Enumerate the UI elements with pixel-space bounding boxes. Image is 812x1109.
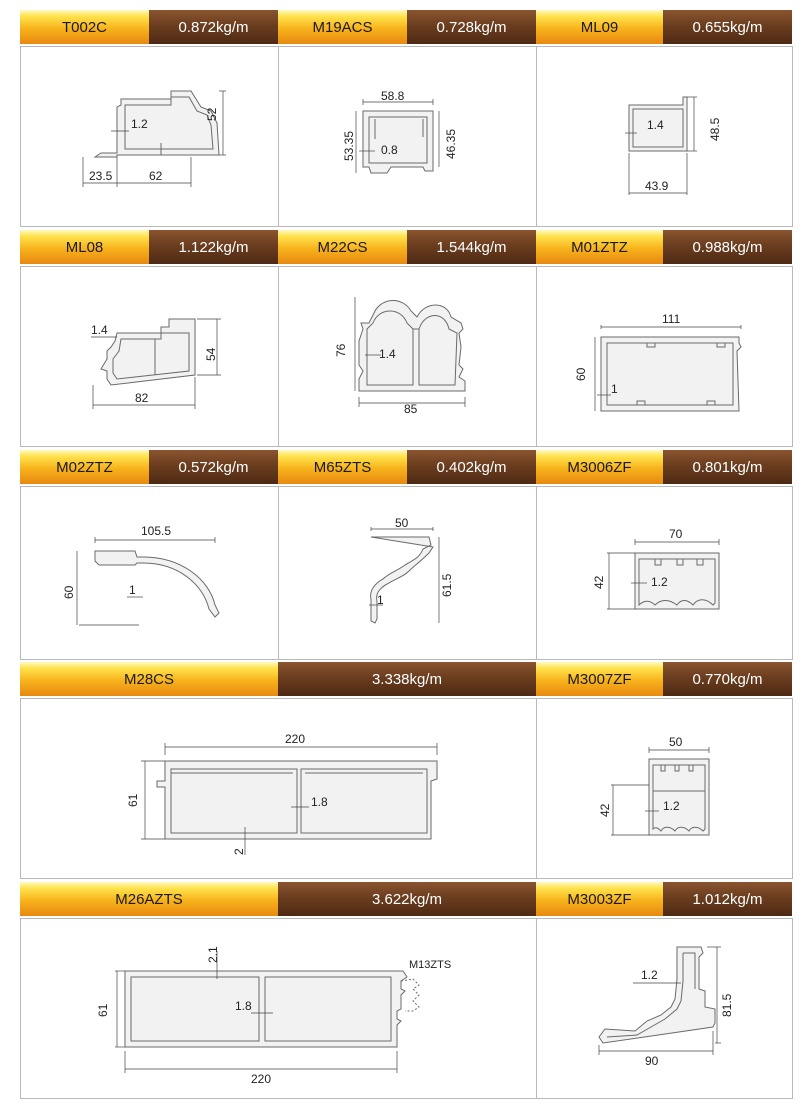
dim-label: 105.5 bbox=[141, 524, 172, 538]
profile-header-m19acs bbox=[278, 10, 536, 44]
profile-code: M02ZTZ bbox=[20, 450, 149, 484]
profile-cell-m3007zf bbox=[536, 698, 793, 879]
profile-code: M3007ZF bbox=[536, 662, 663, 696]
profile-weight: 3.622kg/m bbox=[278, 882, 536, 916]
profile-header-t002c bbox=[20, 10, 278, 44]
profile-weight: 0.872kg/m bbox=[149, 10, 278, 44]
profile-cell-m01ztz bbox=[536, 266, 793, 447]
profile-header-ml09 bbox=[536, 10, 792, 44]
profile-cell-ml09 bbox=[536, 46, 793, 227]
dimension-labels bbox=[21, 699, 538, 880]
dim-label: 220 bbox=[251, 1072, 272, 1086]
dim-label: 48.5 bbox=[708, 117, 722, 141]
profile-code: M26AZTS bbox=[20, 882, 278, 916]
profile-weight: 0.655kg/m bbox=[663, 10, 792, 44]
dim-label: 1.8 bbox=[311, 795, 328, 809]
dimension-labels bbox=[279, 47, 538, 228]
dimension-labels bbox=[537, 267, 794, 448]
dim-label: 1.2 bbox=[663, 799, 680, 813]
profile-code: T002C bbox=[20, 10, 149, 44]
dim-label: 50 bbox=[395, 516, 409, 530]
profile-code: M3006ZF bbox=[536, 450, 663, 484]
dim-label: 76 bbox=[334, 343, 348, 357]
dim-label: 1.2 bbox=[651, 575, 668, 589]
profile-header-m22cs bbox=[278, 230, 536, 264]
dimension-labels bbox=[279, 267, 538, 448]
profile-header-m3006zf bbox=[536, 450, 792, 484]
profile-weight: 0.402kg/m bbox=[407, 450, 536, 484]
dim-label: 46.35 bbox=[444, 128, 458, 159]
dim-label: 2.1 bbox=[206, 946, 220, 963]
profile-header-m28cs bbox=[20, 662, 536, 696]
dim-label: 60 bbox=[574, 367, 588, 381]
dimension-labels bbox=[537, 487, 794, 661]
dim-label: 61.5 bbox=[440, 573, 454, 597]
dim-label: 70 bbox=[669, 527, 683, 541]
profile-header-m3003zf bbox=[536, 882, 792, 916]
dim-label: 1.8 bbox=[235, 999, 252, 1013]
dim-label: 1 bbox=[129, 583, 136, 597]
profile-weight: 0.988kg/m bbox=[663, 230, 792, 264]
profile-cell-m3006zf bbox=[536, 486, 793, 660]
profile-weight: 0.801kg/m bbox=[663, 450, 792, 484]
dim-label: 82 bbox=[135, 391, 149, 405]
dimension-labels bbox=[279, 487, 538, 661]
dimension-labels bbox=[21, 267, 280, 448]
profile-weight: 1.122kg/m bbox=[149, 230, 278, 264]
profile-cell-m26azts bbox=[20, 918, 537, 1099]
profile-code: ML08 bbox=[20, 230, 149, 264]
dim-label: 52 bbox=[205, 107, 219, 121]
dim-label: 1.4 bbox=[647, 118, 664, 132]
dim-label: 42 bbox=[592, 575, 606, 589]
profile-cell-m65zts bbox=[278, 486, 537, 660]
note-m13zts: M13ZTS bbox=[409, 959, 452, 971]
dimension-labels bbox=[537, 699, 794, 880]
profile-cell-ml08 bbox=[20, 266, 279, 447]
dimension-labels bbox=[21, 47, 280, 228]
profile-code: M28CS bbox=[20, 662, 278, 696]
profile-header-m26azts bbox=[20, 882, 536, 916]
profile-header-m01ztz bbox=[536, 230, 792, 264]
dim-label: 85 bbox=[404, 402, 418, 416]
dim-label: 54 bbox=[204, 347, 218, 361]
dim-label: 0.8 bbox=[381, 143, 398, 157]
profile-cell-m02ztz bbox=[20, 486, 279, 660]
dim-label: 58.8 bbox=[381, 89, 405, 103]
dim-label: 1 bbox=[611, 382, 618, 396]
dim-label: 1.4 bbox=[91, 323, 108, 337]
dim-label: 1.4 bbox=[379, 347, 396, 361]
profile-code: M01ZTZ bbox=[536, 230, 663, 264]
dim-label: 62 bbox=[149, 169, 163, 183]
dim-label: 43.9 bbox=[645, 179, 669, 193]
profile-weight: 1.544kg/m bbox=[407, 230, 536, 264]
profile-header-m65zts bbox=[278, 450, 536, 484]
dim-label: 61 bbox=[96, 1003, 110, 1017]
profile-code: M3003ZF bbox=[536, 882, 663, 916]
dim-label: 61 bbox=[126, 793, 140, 807]
dim-label: 1 bbox=[377, 593, 384, 607]
profile-code: M22CS bbox=[278, 230, 407, 264]
profile-cell-m22cs bbox=[278, 266, 537, 447]
profile-code: M65ZTS bbox=[278, 450, 407, 484]
profile-weight: 0.572kg/m bbox=[149, 450, 278, 484]
dim-label: 53.35 bbox=[342, 130, 356, 161]
dim-label: 23.5 bbox=[89, 169, 113, 183]
profile-header-ml08 bbox=[20, 230, 278, 264]
dim-label: 111 bbox=[662, 312, 681, 326]
profile-code: ML09 bbox=[536, 10, 663, 44]
dim-label: 81.5 bbox=[720, 993, 734, 1017]
profile-weight: 1.012kg/m bbox=[663, 882, 792, 916]
profile-weight: 0.728kg/m bbox=[407, 10, 536, 44]
dim-label: 42 bbox=[598, 803, 612, 817]
profile-cell-m19acs bbox=[278, 46, 537, 227]
dimension-labels bbox=[21, 487, 280, 661]
dim-label: 60 bbox=[62, 585, 76, 599]
dim-label: 1.2 bbox=[641, 968, 658, 982]
profile-weight: 0.770kg/m bbox=[663, 662, 792, 696]
dim-label: 50 bbox=[669, 735, 683, 749]
dimension-labels bbox=[21, 919, 538, 1100]
dimension-labels bbox=[537, 47, 794, 228]
profile-cell-m28cs bbox=[20, 698, 537, 879]
dim-label: 90 bbox=[645, 1054, 659, 1068]
profile-cell-m3003zf bbox=[536, 918, 793, 1099]
profile-header-m02ztz bbox=[20, 450, 278, 484]
profile-cell-t002c bbox=[20, 46, 279, 227]
profile-code: M19ACS bbox=[278, 10, 407, 44]
dim-label: 220 bbox=[285, 732, 306, 746]
profile-header-m3007zf bbox=[536, 662, 792, 696]
dim-label: 2 bbox=[232, 848, 246, 855]
dim-label: 1.2 bbox=[131, 117, 148, 131]
dimension-labels bbox=[537, 919, 794, 1100]
profile-weight: 3.338kg/m bbox=[278, 662, 536, 696]
